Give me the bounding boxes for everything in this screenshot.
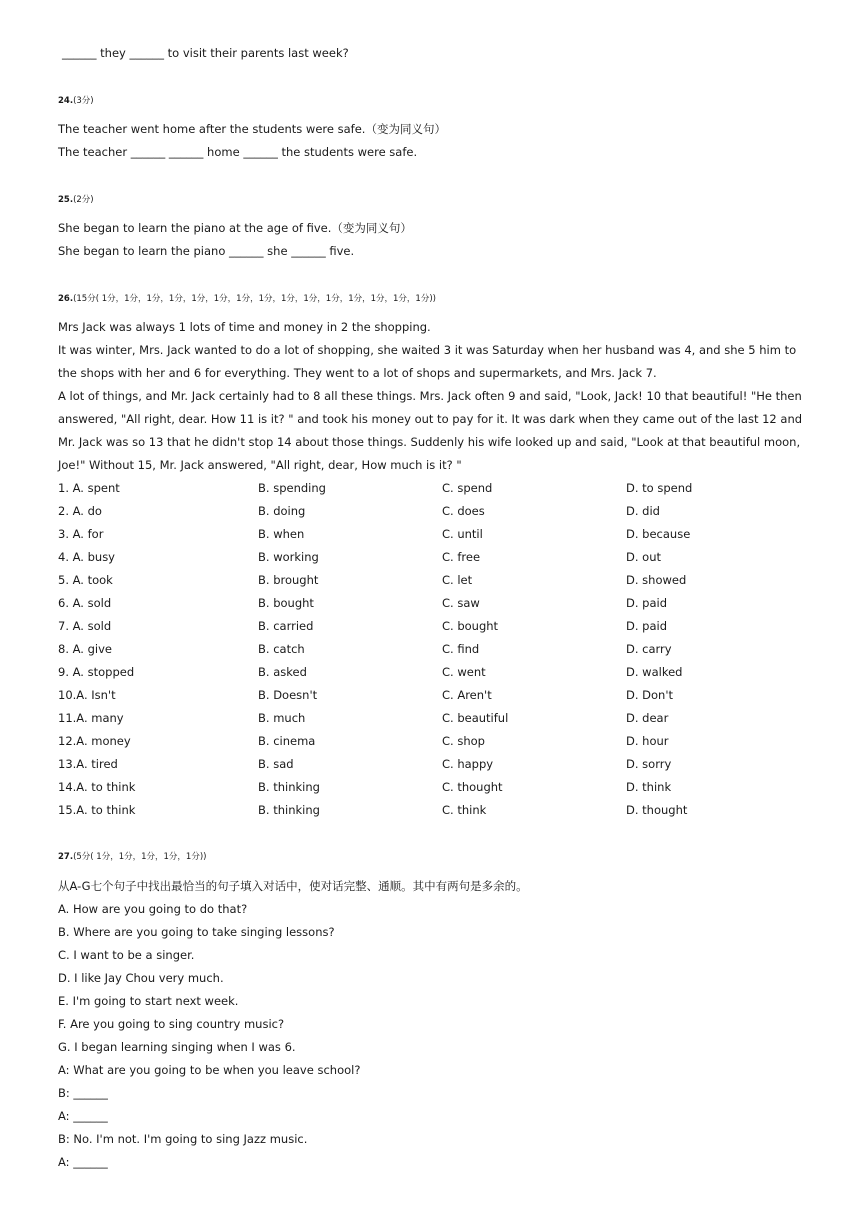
- option-choice: C. spend: [442, 481, 493, 495]
- option-choice: C. free: [442, 550, 481, 564]
- q26-header: [58, 293, 436, 305]
- option-choice: C. saw: [442, 596, 480, 610]
- option-choice: 12.A. money: [58, 734, 131, 748]
- q24-points: (3分): [73, 96, 94, 106]
- option-choice: B. cinema: [258, 734, 316, 748]
- option-row: [58, 684, 818, 707]
- passage-paragraph: Mrs Jack was always 1 lots of time and money in 2 the shopping.: [58, 320, 431, 334]
- option-row: [58, 638, 818, 661]
- option-choice: C. beautiful: [442, 711, 509, 725]
- option-choice: D. because: [626, 527, 691, 541]
- option-choice: D. sorry: [626, 757, 672, 771]
- q27-header: [58, 851, 206, 863]
- option-choice: C. let: [442, 573, 473, 587]
- option-choice: 10.A. Isn't: [58, 688, 116, 702]
- option-row: [58, 523, 818, 546]
- option-choice: 2. A. do: [58, 504, 102, 518]
- q27-line: G. I began learning singing when I was 6.: [58, 1040, 296, 1054]
- option-row: [58, 730, 818, 753]
- option-row: [58, 661, 818, 684]
- option-choice: 9. A. stopped: [58, 665, 135, 679]
- option-choice: C. does: [442, 504, 485, 518]
- option-choice: 11.A. many: [58, 711, 124, 725]
- q27-line: B. Where are you going to take singing lessons?: [58, 925, 335, 939]
- q27-line: F. Are you going to sing country music?: [58, 1017, 285, 1031]
- option-row: [58, 500, 818, 523]
- q27-line: A: ______: [58, 1109, 108, 1123]
- option-choice: C. find: [442, 642, 480, 656]
- option-choice: D. dear: [626, 711, 669, 725]
- q27-line: E. I'm going to start next week.: [58, 994, 239, 1008]
- option-row: [58, 799, 818, 822]
- option-choice: C. went: [442, 665, 486, 679]
- passage-paragraph: A lot of things, and Mr. Jack certainly had to 8 all these things. Mrs. Jack often 9 and said, "Look, Jack! 10 that beautiful! "He then answered, "All right, dear. How 11 is it? " and took his money out to pay for it. It was dark when they came out of the last 12 and Mr. Jack was so 13 that he didn't stop 14 about those things. Suddenly his wife looked up and said, "Look at that beautiful moon, Joe!" Without 15, Mr. Jack answered, "All right, dear, How much is it? ": [58, 389, 803, 472]
- q26-number: 26.: [58, 294, 74, 304]
- option-row: [58, 776, 818, 799]
- option-row: [58, 569, 818, 592]
- option-choice: D. did: [626, 504, 660, 518]
- q24-number: 24.: [58, 96, 74, 106]
- option-choice: D. to spend: [626, 481, 693, 495]
- option-choice: 3. A. for: [58, 527, 104, 541]
- option-choice: 8. A. give: [58, 642, 112, 656]
- q27-line: B: No. I'm not. I'm going to sing Jazz music.: [58, 1132, 308, 1146]
- option-choice: B. bought: [258, 596, 314, 610]
- option-choice: D. paid: [626, 596, 668, 610]
- q25-answer-line: She began to learn the piano ______ she ______ five.: [58, 244, 355, 258]
- q27-line: C. I want to be a singer.: [58, 948, 195, 962]
- option-choice: D. Don't: [626, 688, 674, 702]
- option-row: [58, 546, 818, 569]
- option-choice: B. Doesn't: [258, 688, 318, 702]
- q27-line: A: ______: [58, 1155, 108, 1169]
- q26-points: (15分( 1分，1分，1分，1分，1分，1分，1分，1分，1分，1分，1分，1分，1分，1分，1分)): [73, 294, 436, 304]
- q25-points: (2分): [73, 195, 94, 205]
- option-choice: B. brought: [258, 573, 319, 587]
- option-choice: C. bought: [442, 619, 499, 633]
- option-row: [58, 707, 818, 730]
- option-choice: B. carried: [258, 619, 314, 633]
- option-choice: D. paid: [626, 619, 668, 633]
- option-choice: D. think: [626, 780, 672, 794]
- option-choice: B. working: [258, 550, 319, 564]
- option-choice: D. hour: [626, 734, 669, 748]
- option-choice: 14.A. to think: [58, 780, 136, 794]
- q27-instruction: 从A-G七个句子中找出最恰当的句子填入对话中，使对话完整、通顺。其中有两句是多余的。: [58, 879, 528, 893]
- option-choice: 4. A. busy: [58, 550, 115, 564]
- q23-answer-line: ______ they ______ to visit their parents last week?: [62, 46, 349, 60]
- q25-header: [58, 194, 94, 206]
- option-choice: B. catch: [258, 642, 305, 656]
- option-row: [58, 592, 818, 615]
- option-choice: D. showed: [626, 573, 687, 587]
- q27-points: (5分( 1分，1分，1分，1分，1分)): [73, 852, 207, 862]
- option-choice: B. thinking: [258, 780, 320, 794]
- option-choice: B. doing: [258, 504, 306, 518]
- option-choice: D. walked: [626, 665, 683, 679]
- option-choice: D. out: [626, 550, 661, 564]
- q27-line: A: What are you going to be when you leave school?: [58, 1063, 361, 1077]
- q27-line: A. How are you going to do that?: [58, 902, 248, 916]
- option-choice: 13.A. tired: [58, 757, 118, 771]
- option-choice: B. thinking: [258, 803, 320, 817]
- q27-number: 27.: [58, 852, 74, 862]
- option-choice: 1. A. spent: [58, 481, 120, 495]
- option-choice: C. thought: [442, 780, 503, 794]
- option-choice: B. much: [258, 711, 306, 725]
- option-choice: 7. A. sold: [58, 619, 112, 633]
- option-row: [58, 615, 818, 638]
- q25-prompt: She began to learn the piano at the age of five.（变为同义句）: [58, 221, 412, 235]
- option-row: [58, 477, 818, 500]
- option-choice: 6. A. sold: [58, 596, 112, 610]
- option-choice: C. think: [442, 803, 487, 817]
- option-choice: C. until: [442, 527, 483, 541]
- q24-prompt: The teacher went home after the students were safe.（变为同义句）: [58, 122, 446, 136]
- option-choice: B. asked: [258, 665, 307, 679]
- option-choice: 15.A. to think: [58, 803, 136, 817]
- passage-paragraph: It was winter, Mrs. Jack wanted to do a lot of shopping, she waited 3 it was Saturday when her husband was 4, and she 5 him to the shops with her and 6 for everything. They went to a lot of shops and supermarkets, and Mrs. Jack 7.: [58, 343, 797, 380]
- q24-header: [58, 95, 94, 107]
- q24-answer-line: The teacher ______ ______ home ______ the students were safe.: [58, 145, 418, 159]
- q26-passage: [58, 316, 810, 477]
- option-choice: B. when: [258, 527, 305, 541]
- option-choice: 5. A. took: [58, 573, 113, 587]
- option-row: [58, 753, 818, 776]
- q27-line: B: ______: [58, 1086, 108, 1100]
- option-choice: B. sad: [258, 757, 294, 771]
- option-choice: C. happy: [442, 757, 494, 771]
- q25-number: 25.: [58, 195, 74, 205]
- option-choice: D. carry: [626, 642, 672, 656]
- option-choice: D. thought: [626, 803, 688, 817]
- option-choice: C. Aren't: [442, 688, 492, 702]
- q27-line: D. I like Jay Chou very much.: [58, 971, 224, 985]
- option-choice: B. spending: [258, 481, 326, 495]
- option-choice: C. shop: [442, 734, 485, 748]
